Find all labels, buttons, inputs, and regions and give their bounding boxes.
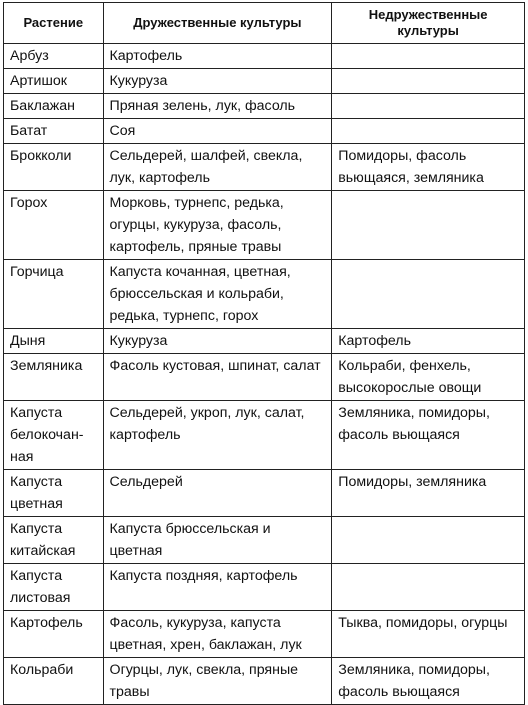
cell-plant: Баклажан — [4, 94, 104, 119]
table-row — [4, 658, 525, 705]
cell-friendly: Сельдерей, шалфей, свекла, лук, картофель — [103, 144, 332, 191]
table-row — [4, 94, 525, 119]
table-row — [4, 517, 525, 564]
cell-plant: Брокколи — [4, 144, 104, 191]
cell-plant: Кольраби — [4, 658, 104, 705]
cell-friendly: Фасоль, кукуруза, капуста цветная, хрен, баклажан, лук — [103, 611, 332, 658]
cell-unfriendly: Помидоры, фасоль вьющаяся, земляника — [332, 144, 525, 191]
table-row — [4, 260, 525, 329]
cell-plant: Капуста листовая — [4, 564, 104, 611]
table-row — [4, 69, 525, 94]
cell-friendly: Соя — [103, 119, 332, 144]
table-row — [4, 401, 525, 470]
cell-friendly: Сельдерей — [103, 470, 332, 517]
cell-plant: Дыня — [4, 329, 104, 354]
cell-plant: Артишок — [4, 69, 104, 94]
table-row — [4, 564, 525, 611]
table-row — [4, 119, 525, 144]
cell-friendly: Огурцы, лук, свекла, пряные травы — [103, 658, 332, 705]
table-row — [4, 44, 525, 69]
cell-unfriendly — [332, 69, 525, 94]
cell-unfriendly: Картофель — [332, 329, 525, 354]
cell-friendly: Пряная зелень, лук, фасоль — [103, 94, 332, 119]
table-row — [4, 611, 525, 658]
cell-friendly: Картофель — [103, 44, 332, 69]
cell-unfriendly — [332, 44, 525, 69]
cell-plant: Горох — [4, 191, 104, 260]
cell-unfriendly — [332, 517, 525, 564]
cell-plant: Земляника — [4, 354, 104, 401]
cell-friendly: Капуста брюссельская и цветная — [103, 517, 332, 564]
cell-plant: Горчица — [4, 260, 104, 329]
cell-plant: Капуста белокочанная — [4, 401, 104, 470]
cell-friendly: Морковь, турнепс, редька, огурцы, кукуруза, фасоль, картофель, пряные травы — [103, 191, 332, 260]
cell-unfriendly: Кольраби, фенхель, высокорослые овощи — [332, 354, 525, 401]
cell-plant: Арбуз — [4, 44, 104, 69]
cell-unfriendly: Земляника, помидоры, фасоль вьющаяся — [332, 401, 525, 470]
cell-unfriendly: Земляника, помидоры, фасоль вьющаяся — [332, 658, 525, 705]
cell-unfriendly: Тыква, помидоры, огурцы — [332, 611, 525, 658]
cell-unfriendly — [332, 191, 525, 260]
cell-unfriendly — [332, 260, 525, 329]
cell-unfriendly — [332, 94, 525, 119]
cell-unfriendly — [332, 119, 525, 144]
table-row — [4, 470, 525, 517]
companion-plants-table — [3, 2, 525, 705]
table-row — [4, 144, 525, 191]
cell-plant: Картофель — [4, 611, 104, 658]
cell-unfriendly — [332, 564, 525, 611]
table-body — [4, 44, 525, 705]
cell-friendly: Кукуруза — [103, 69, 332, 94]
cell-plant: Капуста цветная — [4, 470, 104, 517]
cell-plant: Батат — [4, 119, 104, 144]
cell-unfriendly: Помидоры, земляника — [332, 470, 525, 517]
table-row — [4, 191, 525, 260]
header-plant: Растение — [4, 3, 104, 44]
cell-plant: Капуста китайская — [4, 517, 104, 564]
cell-friendly: Фасоль кустовая, шпинат, салат — [103, 354, 332, 401]
table-row — [4, 329, 525, 354]
cell-friendly: Сельдерей, укроп, лук, салат, картофель — [103, 401, 332, 470]
header-unfriendly: Недружественные культуры — [332, 3, 525, 44]
table-row — [4, 354, 525, 401]
cell-friendly: Капуста кочанная, цветная, брюссельская и кольраби, редька, турнепс, горох — [103, 260, 332, 329]
header-friendly: Дружественные культуры — [103, 3, 332, 44]
cell-friendly: Кукуруза — [103, 329, 332, 354]
table-header-row — [4, 3, 525, 44]
cell-friendly: Капуста поздняя, картофель — [103, 564, 332, 611]
